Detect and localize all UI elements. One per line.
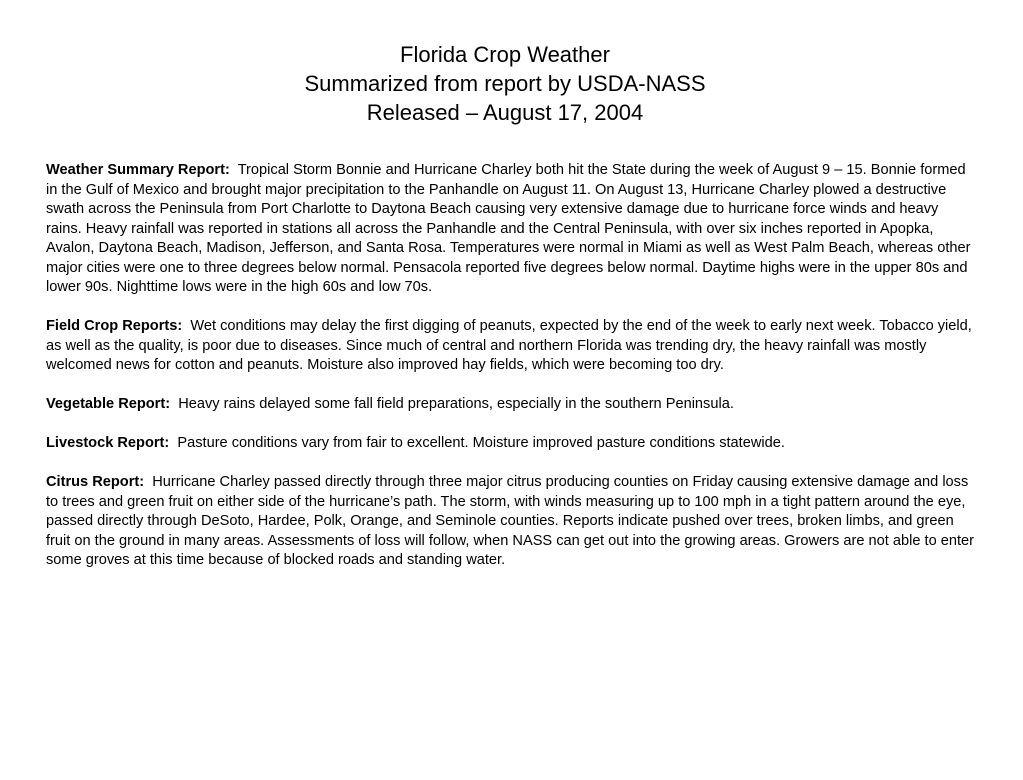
section-text: Wet conditions may delay the first digging of peanuts, expected by the end of the week to early next week. Tobacco yield, as well as the quality, is poor due to diseases. Since much of central and northern Florida was trending dry, the heavy rainfall was mostly welcomed news for cotton and peanuts. Moisture also improved hay fields, which were becoming too dry. [46, 318, 972, 373]
weather-summary-section [46, 161, 976, 298]
citrus-section [46, 473, 976, 571]
title-line-3: Released – August 17, 2004 [366, 100, 644, 125]
section-heading: Vegetable Report: [46, 396, 171, 412]
field-crop-section [46, 317, 976, 376]
title-line-2: Summarized from report by USDA-NASS [304, 71, 706, 96]
section-heading: Weather Summary Report: [46, 162, 230, 178]
section-heading: Citrus Report: [46, 474, 145, 490]
title-line-1: Florida Crop Weather [400, 42, 610, 67]
section-text: Heavy rains delayed some fall field preparations, especially in the southern Peninsula. [178, 396, 734, 412]
section-text: Hurricane Charley passed directly through three major citrus producing counties on Friday causing extensive damage and loss to trees and green fruit on either side of the hurricane’s path. The storm, with winds measuring up to 100 mph in a tight pattern around the eye, passed directly through DeSoto, Hardee, Polk, Orange, and Seminole counties. Reports indicate pushed over trees, broken limbs, and green fruit on the ground in many areas. Assessments of loss will follow, when NASS can get out into the growing areas. Growers are not able to enter some groves at this time because of blocked roads and standing water. [46, 474, 974, 568]
section-heading: Livestock Report: [46, 435, 170, 451]
report-body [46, 161, 976, 590]
page-title [0, 40, 1010, 127]
section-text: Pasture conditions vary from fair to excellent. Moisture improved pasture conditions statewide. [177, 435, 785, 451]
section-heading: Field Crop Reports: [46, 318, 183, 334]
section-text: Tropical Storm Bonnie and Hurricane Charley both hit the State during the week of August 9 – 15. Bonnie formed in the Gulf of Mexico and brought major precipitation to the Panhandle on August 11. On August 13, Hurricane Charley plowed a destructive swath across the Peninsula from Port Charlotte to Daytona Beach causing very extensive damage due to hurricane force winds and heavy rains. Heavy rainfall was reported in stations all across the Panhandle and the Central Peninsula, with over six inches reported in Apopka, Avalon, Daytona Beach, Madison, Jefferson, and Santa Rosa. Temperatures were normal in Miami as well as West Palm Beach, whereas other major cities were one to three degrees below normal. Pensacola reported five degrees below normal. Daytime highs were in the upper 80s and lower 90s. Nighttime lows were in the high 60s and low 70s. [46, 162, 971, 295]
vegetable-section [46, 395, 976, 415]
livestock-section [46, 434, 976, 454]
